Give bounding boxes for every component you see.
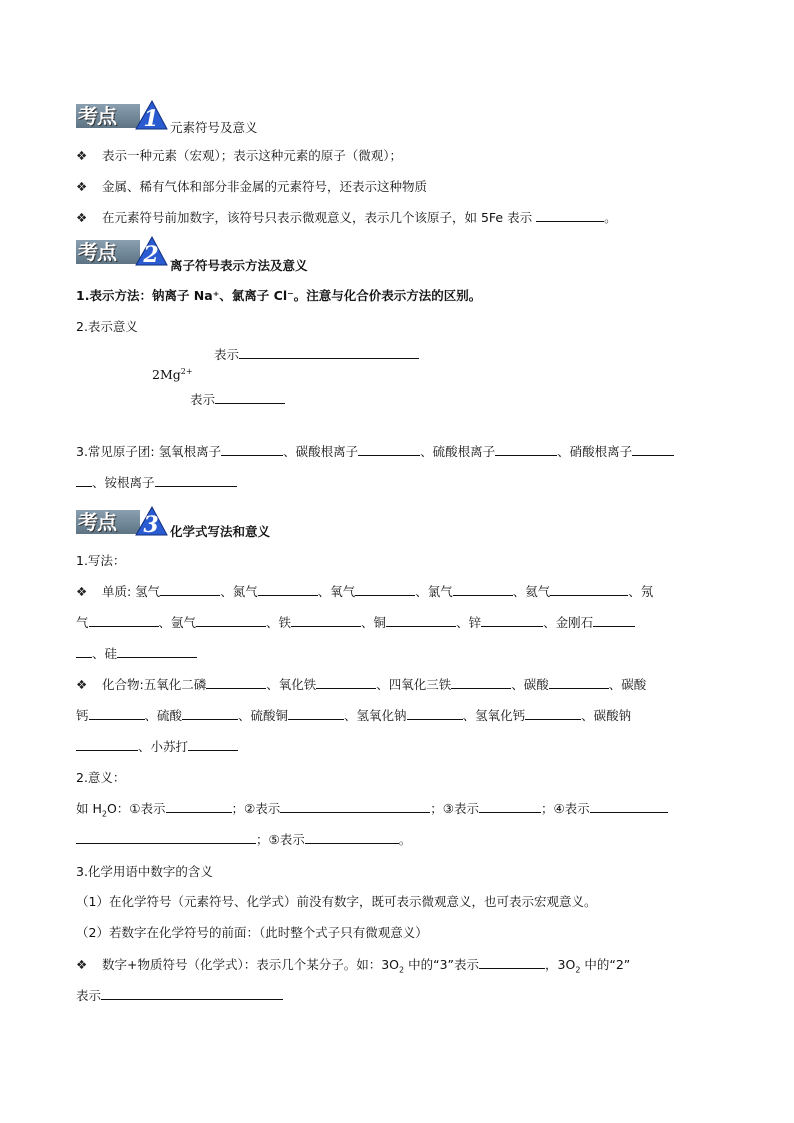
section-1-title: 元素符号及意义 bbox=[170, 120, 258, 135]
answer-blank[interactable] bbox=[451, 676, 511, 689]
diamond-bullet-icon: ❖ bbox=[76, 584, 88, 599]
fill-line: ❖ 化合物:五氧化二磷 、氧化铁 、四氧化三铁 、碳酸 、碳酸 bbox=[76, 675, 718, 695]
answer-blank[interactable] bbox=[160, 583, 220, 596]
bullet-item: ❖ 在元素符号前加数字，该符号只表示微观意义，表示几个该原子，如 5Fe 表示 。 bbox=[76, 208, 718, 228]
fill-line: 气 、氩气 、铁 、铜 、锌 、金刚石 bbox=[76, 613, 718, 633]
meaning-line: 表示 bbox=[214, 345, 419, 363]
answer-blank[interactable] bbox=[155, 474, 237, 487]
fill-line: ；⑤表示 。 bbox=[76, 830, 718, 850]
paragraph: 1.表示方法：钠离子 Na⁺、氯离子 Cl⁻。注意与化合价表示方法的区别。 bbox=[76, 288, 482, 303]
badge-label: 考点 bbox=[76, 104, 140, 128]
answer-blank[interactable] bbox=[101, 987, 283, 1000]
answer-blank[interactable] bbox=[239, 346, 419, 359]
answer-blank[interactable] bbox=[221, 443, 283, 456]
answer-blank[interactable] bbox=[89, 614, 159, 627]
answer-blank[interactable] bbox=[632, 443, 674, 456]
paragraph: 、铵根离子 bbox=[76, 473, 718, 493]
answer-blank[interactable] bbox=[76, 645, 92, 658]
answer-blank[interactable] bbox=[407, 707, 463, 720]
answer-blank[interactable] bbox=[536, 209, 604, 222]
answer-blank[interactable] bbox=[196, 614, 266, 627]
answer-blank[interactable] bbox=[355, 583, 415, 596]
answer-blank[interactable] bbox=[188, 738, 238, 751]
paragraph: 3.常见原子团: 氢氧根离子 、碳酸根离子 、硫酸根离子 、硝酸根离子 bbox=[76, 442, 718, 462]
fill-line: 、小苏打 bbox=[76, 737, 718, 757]
mg-ion-symbol: $2Mg^{2+}$ bbox=[152, 367, 193, 383]
section-2-badge bbox=[76, 236, 170, 266]
paragraph: 2.意义： bbox=[76, 770, 126, 785]
answer-blank[interactable] bbox=[479, 800, 541, 813]
svg-text:1: 1 bbox=[143, 106, 159, 130]
meaning-line: 表示 bbox=[190, 390, 285, 408]
answer-blank[interactable] bbox=[76, 831, 256, 844]
answer-blank[interactable] bbox=[182, 707, 238, 720]
paragraph: 1.写法： bbox=[76, 553, 126, 568]
answer-blank[interactable] bbox=[215, 391, 285, 404]
answer-blank[interactable] bbox=[206, 676, 266, 689]
fill-line: 、硅 bbox=[76, 644, 718, 664]
answer-blank[interactable] bbox=[495, 443, 557, 456]
svg-text:3: 3 bbox=[143, 512, 159, 536]
answer-blank[interactable] bbox=[291, 614, 361, 627]
answer-blank[interactable] bbox=[76, 738, 138, 751]
answer-blank[interactable] bbox=[76, 474, 92, 487]
fill-line: ❖ 单质: 氢气 、氮气 、氧气 、氯气 、氦气 、氖 bbox=[76, 582, 718, 602]
diamond-bullet-icon: ❖ bbox=[76, 677, 88, 692]
svg-text:2: 2 bbox=[143, 242, 159, 266]
badge-number-icon bbox=[132, 100, 168, 130]
paragraph: 3.化学用语中数字的含义 bbox=[76, 864, 213, 879]
section-3-badge bbox=[76, 506, 170, 536]
answer-blank[interactable] bbox=[117, 645, 197, 658]
badge-label: 考点 bbox=[76, 240, 140, 264]
answer-blank[interactable] bbox=[89, 707, 145, 720]
paragraph: （2）若数字在化学符号的前面：（此时整个式子只有微观意义） bbox=[76, 925, 428, 940]
answer-blank[interactable] bbox=[481, 614, 543, 627]
answer-blank[interactable] bbox=[316, 676, 376, 689]
fill-line: 表示 bbox=[76, 986, 718, 1006]
answer-blank[interactable] bbox=[525, 707, 581, 720]
diamond-bullet-icon: ❖ bbox=[76, 210, 88, 225]
paragraph: 2.表示意义 bbox=[76, 319, 138, 334]
section-1-badge bbox=[76, 100, 170, 130]
answer-blank[interactable] bbox=[453, 583, 513, 596]
answer-blank[interactable] bbox=[593, 614, 635, 627]
badge-number-icon bbox=[132, 236, 168, 266]
paragraph: （1）在化学符号（元素符号、化学式）前没有数字，既可表示微观意义，也可表示宏观意义。 bbox=[76, 894, 597, 909]
diamond-bullet-icon: ❖ bbox=[76, 957, 88, 972]
answer-blank[interactable] bbox=[549, 676, 609, 689]
answer-blank[interactable] bbox=[386, 614, 456, 627]
answer-blank[interactable] bbox=[590, 800, 668, 813]
badge-number-icon bbox=[132, 506, 168, 536]
diamond-bullet-icon: ❖ bbox=[76, 148, 88, 163]
section-3-title: 化学式写法和意义 bbox=[170, 524, 271, 539]
fill-line: 如 $H_2O$：①表示 ；②表示 ；③表示 ；④表示 bbox=[76, 799, 718, 819]
badge-label: 考点 bbox=[76, 510, 140, 534]
answer-blank[interactable] bbox=[280, 800, 430, 813]
answer-blank[interactable] bbox=[288, 707, 344, 720]
fill-line: 钙 、硫酸 、硫酸铜 、氢氧化钠 、氢氧化钙 、碳酸钠 bbox=[76, 708, 632, 723]
answer-blank[interactable] bbox=[258, 583, 318, 596]
diamond-bullet-icon: ❖ bbox=[76, 179, 88, 194]
section-2-title: 离子符号表示方法及意义 bbox=[170, 258, 308, 273]
answer-blank[interactable] bbox=[479, 956, 545, 969]
answer-blank[interactable] bbox=[305, 831, 399, 844]
answer-blank[interactable] bbox=[358, 443, 420, 456]
answer-blank[interactable] bbox=[166, 800, 232, 813]
bullet-item: ❖ 金属、稀有气体和部分非金属的元素符号，还表示这种物质 bbox=[76, 177, 718, 197]
bullet-item: ❖ 表示一种元素（宏观）；表示这种元素的原子（微观）； bbox=[76, 146, 718, 166]
answer-blank[interactable] bbox=[550, 583, 628, 596]
fill-line: ❖ 数字+物质符号（化学式）：表示几个某分子。如：$3O_2$ 中的“3”表示 ，$3O_2$ 中的“2” bbox=[76, 957, 631, 975]
